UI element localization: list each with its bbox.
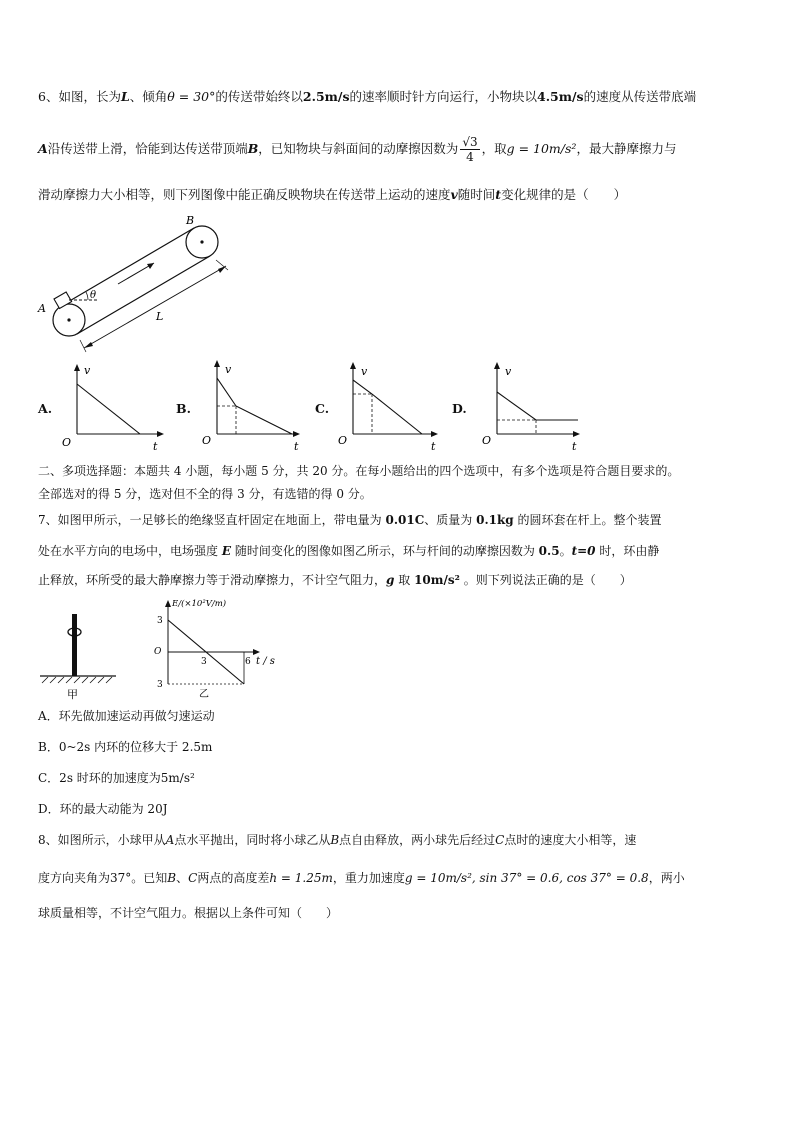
q7-text: 7、如图甲所示，一足够长的绝缘竖直杆固定在地面上，带电量为 xyxy=(38,513,382,527)
q7-text: 。 xyxy=(559,544,572,558)
q7-line-3 xyxy=(38,572,632,588)
q8-point-B: B xyxy=(167,871,177,885)
q6-mu-fraction xyxy=(460,135,479,164)
axis-v: v xyxy=(225,363,232,376)
q6-text: 滑动摩擦力大小相等，则下列图像中能正确反映物块在传送带上运动的速度 xyxy=(38,187,451,202)
q6-text: 随时间 xyxy=(457,187,496,202)
q8-text: 两点的高度差 xyxy=(197,871,270,885)
q6-text: 的速度从传送带底端 xyxy=(583,89,697,104)
velocity-line xyxy=(353,380,422,434)
section2-line-2: 全部选对的得 5 分，选对但不全的得 3 分，有选错的得 0 分。 xyxy=(38,487,372,501)
tick-top: 3 xyxy=(157,616,163,626)
velocity-line xyxy=(497,392,578,420)
q7-text: 。则下列说法正确的是（ ） xyxy=(463,573,632,587)
q8-h-eq: h = 1.25m xyxy=(269,871,333,885)
q8-text: 点水平抛出，同时将小球乙从 xyxy=(174,833,331,847)
q7-text: 止释放，环所受的最大静摩擦力等于滑动摩擦力，不计空气阻力， xyxy=(38,573,387,587)
q8-text: ，重力加速度 xyxy=(332,871,405,885)
q8-text: 、 xyxy=(176,871,189,885)
q6-text: ，已知物块与斜面间的动摩擦因数为 xyxy=(258,141,459,156)
conveyor-belt-figure xyxy=(36,212,236,357)
q6-point-B: B xyxy=(247,141,259,156)
axis-t: t xyxy=(294,440,299,452)
origin: O xyxy=(338,434,348,447)
q8-text: 点自由释放，两小球先后经过 xyxy=(339,833,496,847)
q6-v2: 4.5m/s xyxy=(537,89,584,104)
q7-text: 随时间变化的图像如图乙所示，环与杆间的动摩擦因数为 xyxy=(234,544,535,558)
origin: O xyxy=(62,436,72,449)
tick-x3: 3 xyxy=(201,657,207,667)
q6-text: ，取 xyxy=(481,141,507,156)
section2-line-1: 二、多项选择题：本题共 4 小题，每小题 5 分，共 20 分。在每小题给出的四个选项中，有多个选项是符合题目要求的。 xyxy=(38,464,680,478)
q7-option-c[interactable]: C．2s 时环的加速度为5m/s² xyxy=(38,771,195,785)
tick-origin: O xyxy=(154,647,162,657)
option-b-graph xyxy=(200,358,310,452)
q8-text: 点时的速度大小相等，速 xyxy=(504,833,637,847)
q6-mu-den: 4 xyxy=(466,150,474,164)
option-d-graph xyxy=(480,360,590,452)
tick-bottom: 3 xyxy=(157,680,163,690)
L-label: L xyxy=(156,310,164,323)
q6-v1: 2.5m/s xyxy=(302,89,350,104)
q8-text: ，两小 xyxy=(648,871,685,885)
block xyxy=(54,292,72,309)
option-b-label[interactable]: B. xyxy=(176,401,191,416)
origin: O xyxy=(202,434,212,447)
axis-t: t xyxy=(572,440,577,452)
q7-mu: 0.5 xyxy=(538,544,560,558)
q7-option-d[interactable]: D．环的最大动能为 20J xyxy=(38,802,168,816)
q8-constants: g = 10m/s², sin 37° = 0.6, cos 37° = 0.8 xyxy=(404,871,649,885)
q7-gval: 10m/s² xyxy=(414,573,460,587)
q8-point-B: B xyxy=(330,833,340,847)
belt-upper xyxy=(61,228,194,306)
q6-var-v: v xyxy=(450,187,458,202)
q7-var-g: g xyxy=(386,573,395,587)
q7-t0: t=0 xyxy=(571,544,596,558)
q7-var-E: E xyxy=(221,544,231,558)
q6-var-L: L xyxy=(120,89,130,104)
q7-line-2 xyxy=(38,543,659,559)
q7-option-b[interactable]: B．0~2s 内环的位移大于 2.5m xyxy=(38,740,213,754)
axis-t: t xyxy=(431,440,436,452)
q7-text: 时，环由静 xyxy=(599,544,660,558)
label-yi: 乙 xyxy=(199,689,209,700)
q7-text: 的圆环套在杆上。整个装置 xyxy=(517,513,662,527)
q8-line-2 xyxy=(38,870,685,886)
q8-line-3: 球质量相等，不计空气阻力。根据以上条件可知（ ） xyxy=(38,906,339,920)
e-t-graph-yi xyxy=(150,596,282,700)
q8-point-A: A xyxy=(165,833,175,847)
length-dim xyxy=(84,266,226,348)
q6-var-t: t xyxy=(495,187,502,202)
axis-v: v xyxy=(505,365,512,378)
q7-charge: 0.01C xyxy=(385,513,425,527)
option-c-label[interactable]: C. xyxy=(315,401,330,416)
origin: O xyxy=(482,434,492,447)
q8-point-C: C xyxy=(188,871,198,885)
point-B-label: B xyxy=(186,214,195,227)
q7-text: 取 xyxy=(398,573,411,587)
axis-v: v xyxy=(84,364,91,377)
q7-mass: 0.1kg xyxy=(476,513,514,527)
rod-figure-jia xyxy=(38,608,118,700)
q6-text: 变化规律的是（ ） xyxy=(501,187,627,202)
x-axis-label: t / s xyxy=(256,656,275,667)
q8-point-C: C xyxy=(495,833,505,847)
q6-point-A: A xyxy=(38,141,48,156)
axis-t: t xyxy=(153,440,158,452)
option-a-graph xyxy=(60,362,170,452)
q7-text: 、质量为 xyxy=(424,513,473,527)
q7-text: 处在水平方向的电场中，电场强度 xyxy=(38,544,219,558)
q6-text: ，最大静摩擦力与 xyxy=(576,141,677,156)
q6-line-2 xyxy=(38,132,676,166)
option-c-graph xyxy=(336,360,446,452)
option-a-label[interactable]: A. xyxy=(38,401,53,416)
q8-text: 度方向夹角为37°。已知 xyxy=(38,871,168,885)
q8-line-1 xyxy=(38,832,636,848)
q6-text: 、倾角 xyxy=(129,89,168,104)
q7-line-1 xyxy=(38,512,662,528)
velocity-line xyxy=(77,384,140,434)
point-A-label: A xyxy=(38,302,46,315)
q6-text: 的传送带始终以 xyxy=(215,89,303,104)
theta-label: θ xyxy=(90,290,97,301)
q6-text: 沿传送带上滑，恰能到达传送带顶端 xyxy=(47,141,248,156)
belt-lower xyxy=(77,256,210,334)
axis-v: v xyxy=(361,365,368,378)
q6-g-eq: g = 10m/s² xyxy=(506,141,577,156)
option-d-label[interactable]: D. xyxy=(452,401,467,416)
q6-line-3 xyxy=(38,187,626,203)
label-jia: 甲 xyxy=(67,688,78,700)
q6-text: 的速率顺时针方向运行，小物块以 xyxy=(349,89,537,104)
q6-line-1 xyxy=(38,89,696,105)
q7-option-a[interactable]: A．环先做加速运动再做匀速运动 xyxy=(38,709,215,723)
q6-theta-eq: θ = 30° xyxy=(167,89,216,104)
q6-mu-num: √3 xyxy=(462,135,478,149)
q6-text: 6、如图，长为 xyxy=(38,89,121,104)
tick-x6: 6 xyxy=(245,657,251,667)
rod xyxy=(72,614,77,676)
y-axis-label: E/(×10²V/m) xyxy=(172,599,227,609)
q8-text: 8、如图所示，小球甲从 xyxy=(38,833,166,847)
